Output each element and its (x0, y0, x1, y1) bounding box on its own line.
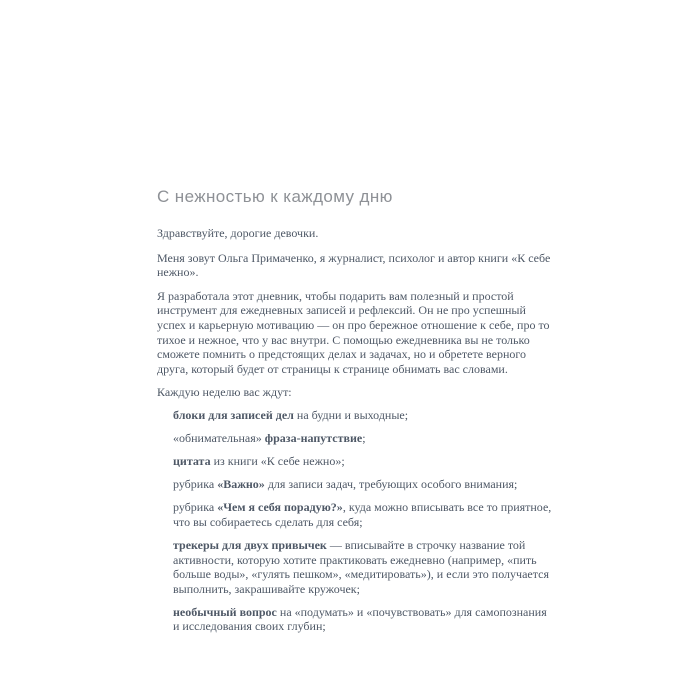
list-item-rest: для записи задач, требующих особого внимания; (264, 477, 518, 492)
weekly-features-list (157, 408, 555, 634)
list-item-bold: «Важно» (217, 477, 265, 492)
list-item-pre: «обнимательная» (173, 431, 265, 446)
list-item-bold: цитата (173, 454, 211, 469)
list-item-treat-rubric (173, 500, 555, 529)
list-item-daily-blocks (173, 408, 555, 423)
list-item-bold: «Чем я себя порадую?» (217, 500, 343, 515)
list-item-quote (173, 454, 555, 469)
list-item-rest: на будни и выходные; (293, 407, 409, 422)
list-item-bold: необычный вопрос (173, 604, 277, 619)
list-item-rest: из книги «К себе нежно»; (210, 454, 345, 469)
greeting-text: Здравствуйте, дорогие девочки. (157, 226, 319, 240)
list-item-habit-trackers (173, 538, 555, 596)
page-content (157, 185, 555, 643)
list-item-bold: фраза-напутствие (264, 431, 363, 446)
list-item-bold: блоки для записей дел (173, 407, 294, 422)
list-item-hug-phrase (173, 431, 555, 446)
list-item-rest: на «подумать» и «почувствовать» для самопознания и исследования своих глубин; (173, 604, 547, 634)
list-item-rest: , куда можно вписывать все то приятное, что вы собираетесь сделать для себя; (173, 500, 552, 529)
page-title: С нежностью к каждому дню (157, 187, 393, 206)
about-paragraph: Я разработала этот дневник, чтобы подарить вам полезный и простой инструмент для ежедневных записей и рефлексий. Он не про успешный успех и карьерную мотивацию — он про бережное отношение к себе, про то тихое и нежное, что у вас внутри. С помощью ежедневника вы не только сможете помнить о предстоящих делах и задачах, но и обретете верного друга, который будет от страницы к странице обнимать вас словами. (157, 288, 550, 376)
list-item-rest: — вписывайте в строчку название той активности, которую хотите практиковать ежедневно (например, «пить больше воды», «гулять пешком», «медитировать»), и если это получается выполнить, закрашивайте кружочек; (173, 538, 549, 596)
list-item-bold: трекеры для двух привычек (173, 538, 327, 552)
list-lead-in: Каждую неделю вас ждут: (157, 385, 292, 400)
list-item-pre: рубрика (173, 500, 218, 515)
list-item-rest: ; (362, 431, 366, 446)
list-item-pre: рубрика (173, 477, 218, 492)
list-item-unusual-question (173, 605, 555, 634)
list-item-important-rubric (173, 477, 555, 492)
intro-paragraph: Меня зовут Ольга Примаченко, я журналист, психолог и автор книги «К себе нежно». (157, 250, 551, 280)
